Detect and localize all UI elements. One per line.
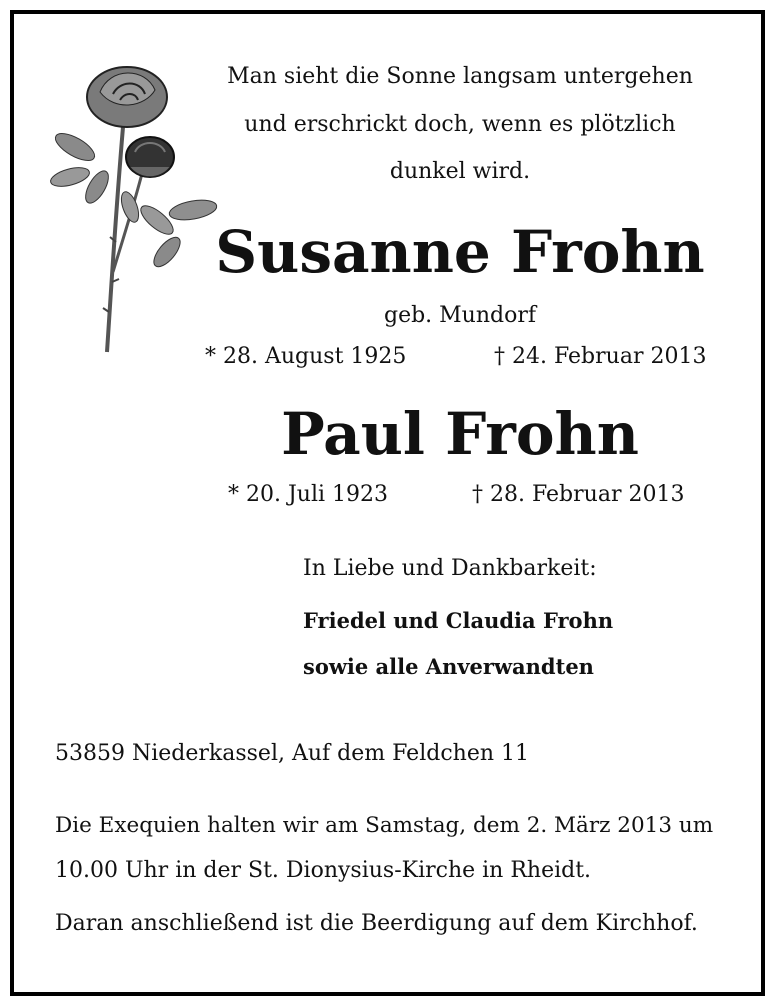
person1-name: Susanne Frohn (215, 218, 705, 286)
address: 53859 Niederkassel, Auf dem Feldchen 11 (55, 741, 529, 766)
person1-died: † 24. Februar 2013 (494, 344, 707, 369)
verse-line-3: dunkel wird. (389, 159, 531, 184)
person2-died: † 28. Februar 2013 (472, 482, 685, 507)
verse-line-1: Man sieht die Sonne langsam untergehen (227, 64, 693, 89)
person1-born: * 28. August 1925 (205, 344, 407, 369)
service-line-3: Daran anschließend ist die Beerdigung auf dem Kirchhof. (55, 911, 698, 936)
mourners-intro: In Liebe und Dankbarkeit: (303, 556, 597, 581)
mourners-line-2: sowie alle Anverwandten (303, 654, 594, 679)
mourners-line-1: Friedel und Claudia Frohn (303, 608, 614, 633)
verse-line-2: und erschrickt doch, wenn es plötzlich (244, 112, 676, 137)
person2-born: * 20. Juli 1923 (228, 482, 389, 507)
person2-name: Paul Frohn (281, 400, 639, 468)
service-line-1: Die Exequien halten wir am Samstag, dem 2. März 2013 um (55, 813, 714, 838)
person1-maiden-name: geb. Mundorf (383, 303, 537, 328)
service-line-2: 10.00 Uhr in der St. Dionysius-Kirche in Rheidt. (55, 858, 592, 883)
